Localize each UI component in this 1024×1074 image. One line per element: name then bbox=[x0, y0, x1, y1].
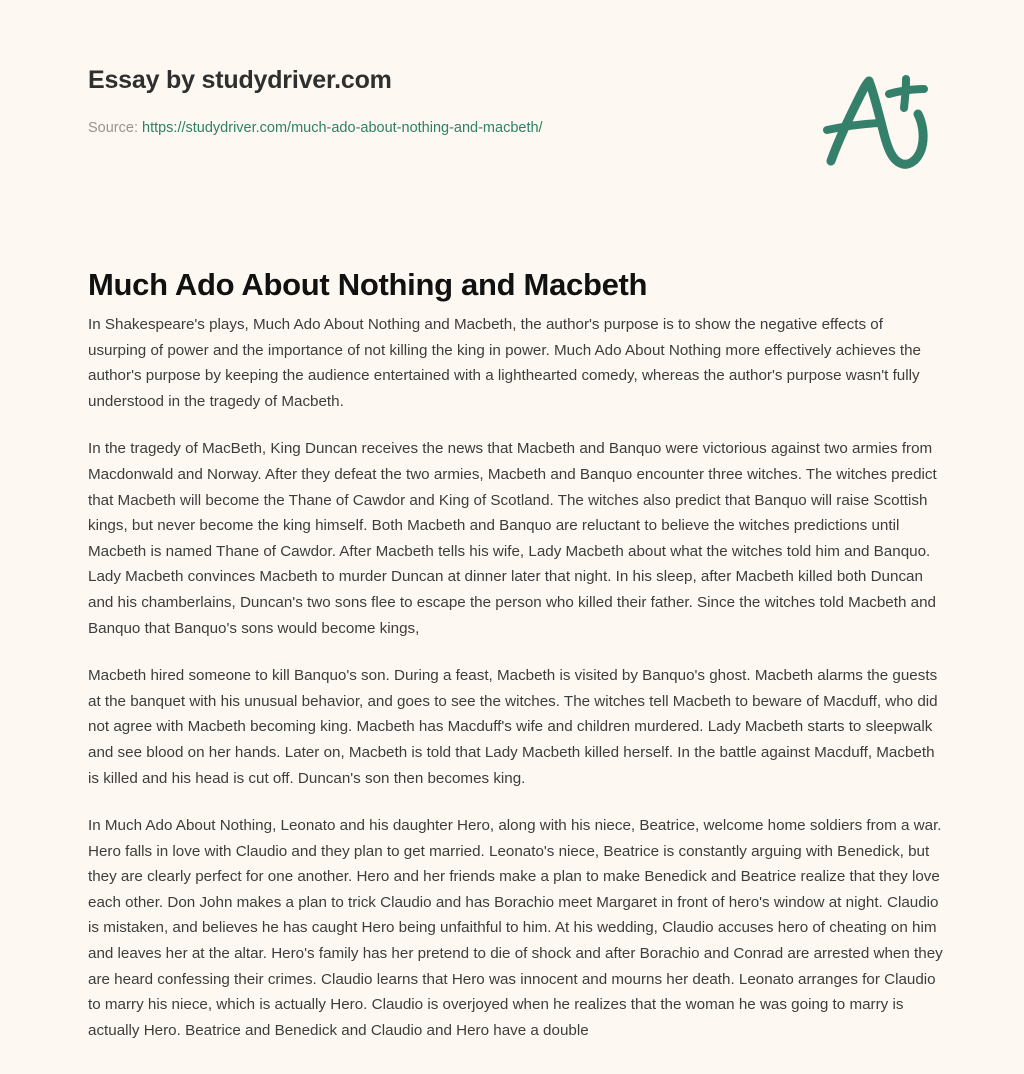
page-title: Much Ado About Nothing and Macbeth bbox=[88, 266, 648, 302]
article-paragraph: In Shakespeare's plays, Much Ado About Nothing and Macbeth, the author's purpose is to show the negative effects of usurping of power and the importance of not killing the king in power. Much Ado About Nothing more effectively achieves the author's purpose by keeping the audience entertained with a lighthearted comedy, whereas the author's purpose wasn't fully understood in the tragedy of Macbeth. bbox=[88, 316, 921, 410]
page-header bbox=[0, 0, 1024, 190]
source-label: Source: bbox=[88, 120, 142, 136]
source-line bbox=[88, 120, 543, 136]
brand-heading: Essay by studydriver.com bbox=[88, 66, 392, 94]
source-url-link[interactable]: https://studydriver.com/much-ado-about-nothing-and-macbeth/ bbox=[142, 120, 543, 136]
article-paragraph: In the tragedy of MacBeth, King Duncan receives the news that Macbeth and Banquo were victorious against two armies from Macdonwald and Norway. After they defeat the two armies, Macbeth and Banquo encounter three witches. The witches predict that Macbeth will become the Thane of Cawdor and King of Scotland. The witches also predict that Banquo will raise Scottish kings, but never become the king himself. Both Macbeth and Banquo are reluctant to believe the witches predictions until Macbeth is named Thane of Cawdor. After Macbeth tells his wife, Lady Macbeth about what the witches told him and Banquo. Lady Macbeth convinces Macbeth to murder Duncan at dinner later that night. In his sleep, after Macbeth killed both Duncan and his chamberlains, Duncan's two sons flee to escape the person who killed their father. Since the witches told Macbeth and Banquo that Banquo's sons would become kings, bbox=[88, 440, 937, 637]
a-plus-logo bbox=[805, 62, 933, 174]
article-body bbox=[88, 312, 944, 1043]
a-plus-logo-icon bbox=[805, 62, 933, 174]
article-paragraph: Macbeth hired someone to kill Banquo's son. During a feast, Macbeth is visited by Banquo's ghost. Macbeth alarms the guests at the banquet with his unusual behavior, and goes to see the witches. The witches tell Macbeth to beware of Macduff, who did not agree with Macbeth becoming king. Macbeth has Macduff's wife and children murdered. Lady Macbeth starts to sleepwalk and see blood on her hands. Later on, Macbeth is told that Lady Macbeth killed herself. In the battle against Macduff, Macbeth is killed and his head is cut off. Duncan's son then becomes king. bbox=[88, 667, 938, 787]
article-paragraph: In Much Ado About Nothing, Leonato and his daughter Hero, along with his niece, Beatrice, welcome home soldiers from a war. Hero falls in love with Claudio and they plan to get married. Leonato's niece, Beatrice is constantly arguing with Benedick, but they are clearly perfect for one another. Hero and her friends make a plan to make Benedick and Beatrice realize that they love each other. Don John makes a plan to trick Claudio and has Borachio meet Margaret in front of hero's window at night. Claudio is mistaken, and believes he has caught Hero being unfaithful to him. At his wedding, Claudio accuses hero of cheating on him and leaves her at the altar. Hero's family has her pretend to die of shock and after Borachio and Conrad are arrested when they are heard confessing their crimes. Claudio learns that Hero was innocent and mourns her death. Leonato arranges for Claudio to marry his niece, which is actually Hero. Claudio is overjoyed when he realizes that the woman he was going to marry is actually Hero. Beatrice and Benedick and Claudio and Hero have a double bbox=[88, 817, 943, 1039]
